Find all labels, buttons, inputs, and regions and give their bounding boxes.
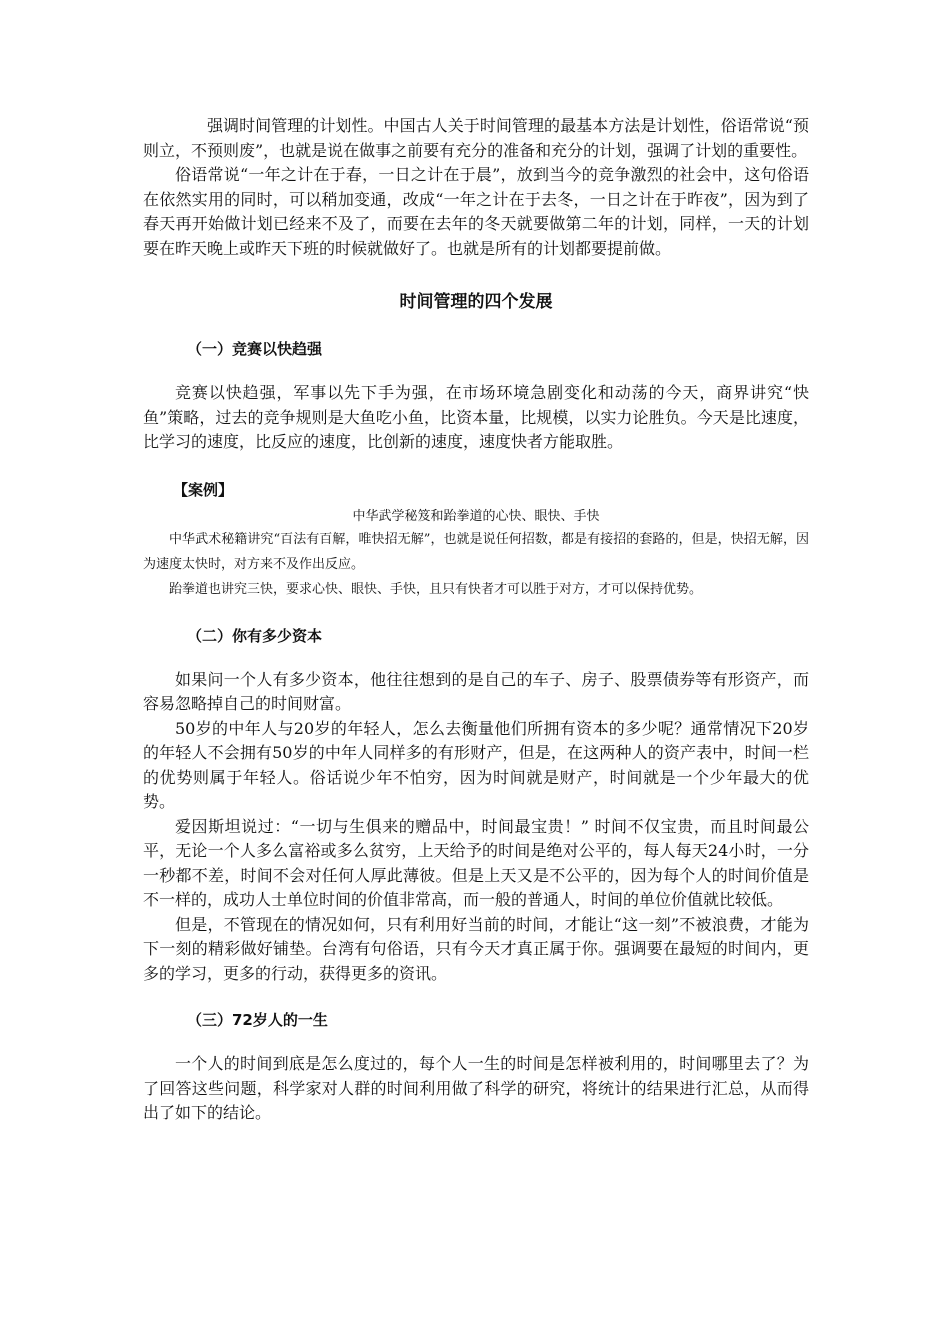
- intro-paragraph-2: 俗语常说“一年之计在于春，一日之计在于晨”，放到当今的竞争激烈的社会中，这句俗语在依然实用的同时，可以稍加变通，改成“一年之计在于去冬，一日之计在于昨夜”，因为到了春天再开始做计划已经来不及了，而要在去年的冬天就要做第二年的计划，同样，一天的计划要在昨天晚上或昨天下班的时候就做好了。也就是所有的计划都要提前做。: [143, 165, 809, 258]
- part2-paragraph-4: 但是，不管现在的情况如何，只有利用好当前的时间，才能让“这一刻”不被浪费，才能为下一刻的精彩做好铺垫。台湾有句俗语，只有今天才真正属于你。强调要在最短的时间内，更多的学习，更多的行动，获得更多的资讯。: [143, 914, 809, 983]
- case-title: 中华武学秘笈和跆拳道的心快、眼快、手快: [352, 508, 600, 524]
- part3-heading: （三）72岁人的一生: [187, 1011, 328, 1029]
- section-title: 时间管理的四个发展: [399, 292, 553, 312]
- part2-heading: （二）你有多少资本: [187, 626, 323, 645]
- part3-paragraph-1: 一个人的时间到底是怎么度过的，每个人一生的时间是怎样被利用的，时间哪里去了？为了回答这些问题，科学家对人群的时间利用做了科学的研究，将统计的结果进行汇总，从而得出了如下的结论。: [143, 1054, 809, 1122]
- part1-paragraph-1: 竞赛以快趋强，军事以先下手为强，在市场环境急剧变化和动荡的今天，商界讲究“快鱼”策略，过去的竞争规则是大鱼吃小鱼，比资本量，比规模，以实力论胜负。今天是比速度，比学习的速度，比反应的速度，比创新的速度，速度快者方能取胜。: [143, 383, 809, 451]
- case-paragraph-1: 中华武术秘籍讲究“百法有百解，唯快招无解”，也就是说任何招数，都是有接招的套路的，但是，快招无解，因为速度太快时，对方来不及作出反应。: [143, 531, 809, 572]
- part1-heading: （一）竞赛以快趋强: [187, 340, 323, 358]
- document-body: [143, 114, 809, 1126]
- case-label: 【案例】: [173, 480, 234, 499]
- part2-paragraph-1: 如果问一个人有多少资本，他往往想到的是自己的车子、房子、股票债券等有形资产，而容易忽略掉自己的时间财富。: [143, 669, 809, 713]
- part2-paragraph-2: 50岁的中年人与20岁的年轻人，怎么去衡量他们所拥有资本的多少呢？通常情况下20岁的年轻人不会拥有50岁的中年人同样多的有形财产，但是，在这两种人的资产表中，时间一栏的优势则属于年轻人。俗话说少年不怕穷，因为时间就是财产，时间就是一个少年最大的优势。: [143, 718, 809, 811]
- intro-paragraph-1: 强调时间管理的计划性。中国古人关于时间管理的最基本方法是计划性，俗语常说“预则立，不预则废”，也就是说在做事之前要有充分的准备和充分的计划，强调了计划的重要性。: [143, 116, 809, 160]
- case-paragraph-2: 跆拳道也讲究三快，要求心快、眼快、手快，且只有快者才可以胜于对方，才可以保持优势。: [169, 581, 703, 597]
- part2-paragraph-3: 爱因斯坦说过：“一切与生俱来的赠品中，时间最宝贵！” 时间不仅宝贵，而且时间最公平，无论一个人多么富裕或多么贫穷，上天给予的时间是绝对公平的，每人每天24小时，一分一秒都不差，时间不会对任何人厚此薄彼。但是上天又是不公平的，因为每个人的时间价值是不一样的，成功人士单位时间的价值非常高，而一般的普通人，时间的单位价值就比较低。: [143, 816, 809, 909]
